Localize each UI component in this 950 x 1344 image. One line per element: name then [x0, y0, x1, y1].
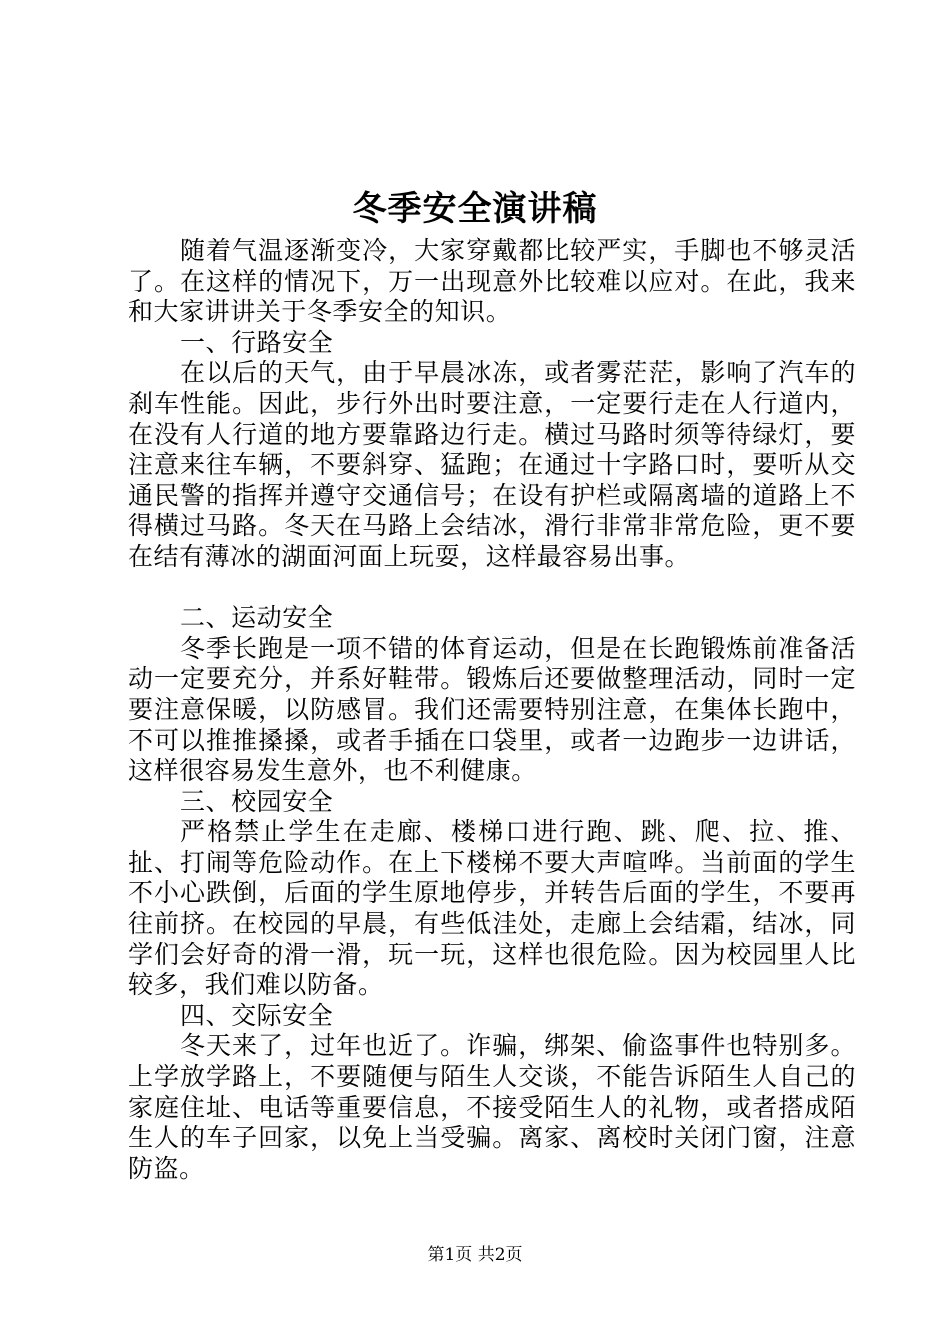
section-paragraph-campus-safety: 严格禁止学生在走廊、楼梯口进行跑、跳、爬、拉、推、扯、打闹等危险动作。在上下楼梯不要大声喧哗。当前面的学生不小心跌倒，后面的学生原地停步，并转告后面的学生，不要再往前挤。在校园的早晨，有些低洼处，走廊上会结霜，结冰，同学们会好奇的滑一滑，玩一玩，这样也很危险。因为校园里人比较多，我们难以防备。 [128, 817, 856, 1000]
document-body [128, 236, 856, 1184]
page-footer: 第1页 共2页 [427, 1245, 523, 1265]
intro-paragraph: 随着气温逐渐变冷，大家穿戴都比较严实，手脚也不够灵活了。在这样的情况下，万一出现意外比较难以应对。在此，我来和大家讲讲关于冬季安全的知识。 [128, 236, 856, 327]
document-title: 冬季安全演讲稿 [352, 189, 598, 229]
section-heading-sports-safety: 二、运动安全 [180, 603, 334, 633]
blank-line [128, 573, 856, 604]
section-heading-social-safety: 四、交际安全 [180, 1000, 334, 1030]
section-paragraph-sports-safety: 冬季长跑是一项不错的体育运动，但是在长跑锻炼前准备活动一定要充分，并系好鞋带。锻炼后还要做整理活动，同时一定要注意保暖，以防感冒。我们还需要特别注意，在集体长跑中，不可以推推搡搡，或者手插在口袋里，或者一边跑步一边讲话，这样很容易发生意外，也不利健康。 [128, 633, 856, 786]
section-heading-campus-safety: 三、校园安全 [180, 786, 334, 816]
section-paragraph-road-safety: 在以后的天气，由于早晨冰冻，或者雾茫茫，影响了汽车的刹车性能。因此，步行外出时要注意，一定要行走在人行道内，在没有人行道的地方要靠路边行走。横过马路时须等待绿灯，要注意来往车辆，不要斜穿、猛跑；在通过十字路口时，要听从交通民警的指挥并遵守交通信号；在设有护栏或隔离墙的道路上不得横过马路。冬天在马路上会结冰，滑行非常非常危险，更不要在结有薄冰的湖面河面上玩耍，这样最容易出事。 [128, 358, 856, 571]
section-heading-road-safety: 一、行路安全 [180, 327, 334, 357]
section-paragraph-social-safety: 冬天来了，过年也近了。诈骗，绑架、偷盗事件也特别多。上学放学路上，不要随便与陌生人交谈，不能告诉陌生人自己的家庭住址、电话等重要信息，不接受陌生人的礼物，或者搭成陌生人的车子回家，以免上当受骗。离家、离校时关闭门窗，注意防盗。 [128, 1031, 856, 1183]
